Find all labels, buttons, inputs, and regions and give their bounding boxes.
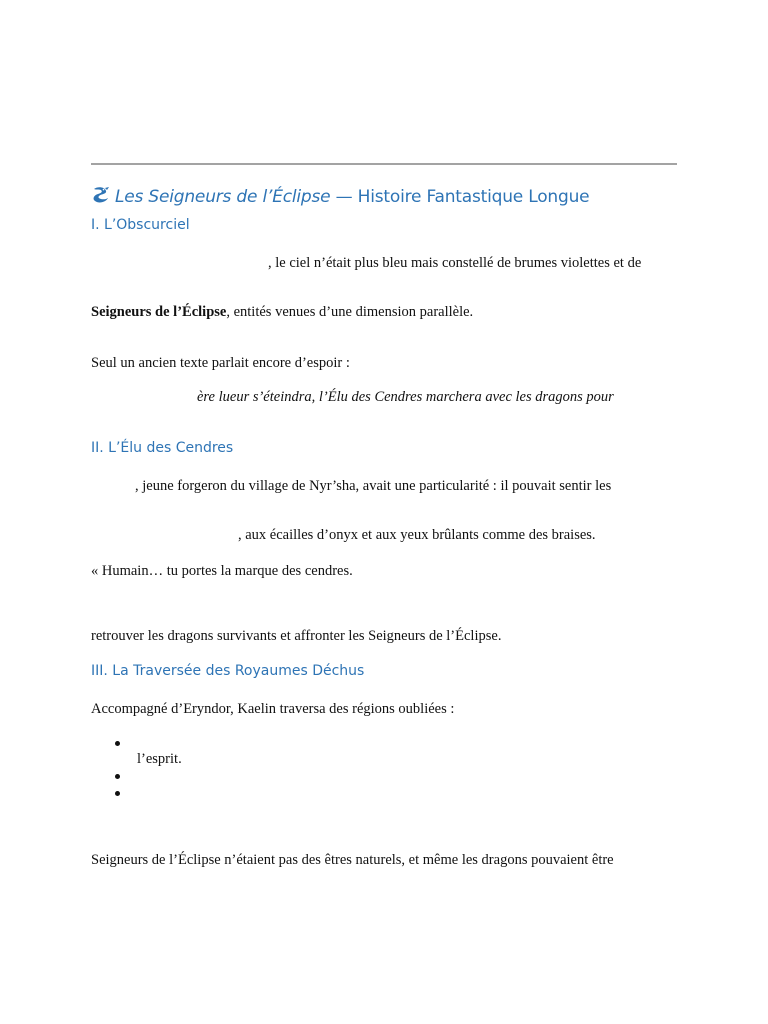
section-heading-1: I. L’Obscurciel [91, 217, 190, 233]
list-bullet [115, 774, 120, 779]
document-title [91, 186, 589, 207]
section-heading-2: II. L’Élu des Cendres [91, 440, 234, 456]
section-heading-3: III. La Traversée des Royaumes Déchus [91, 663, 365, 679]
paragraph-line: , jeune forgeron du village de Nyr’sha, avait une particularité : il pouvait sentir les [135, 478, 612, 494]
paragraph-line: Accompagné d’Eryndor, Kaelin traversa des régions oubliées : [91, 701, 455, 717]
paragraph-line: Seigneurs de l’Éclipse n’étaient pas des êtres naturels, et même les dragons pouvaient être [91, 852, 614, 868]
dialogue-line: « Humain… tu portes la marque des cendres. [91, 563, 353, 579]
list-bullet [115, 791, 120, 796]
prophecy-quote: ère lueur s’éteindra, l’Élu des Cendres marchera avec les dragons pour [197, 389, 614, 405]
horizontal-rule [91, 163, 677, 165]
list-bullet [115, 741, 120, 746]
paragraph-line: , aux écailles d’onyx et aux yeux brûlants comme des braises. [238, 527, 596, 543]
title-italic-part: Les Seigneurs de l’Éclipse [115, 187, 331, 207]
paragraph-line: , le ciel n’était plus bleu mais constellé de brumes violettes et de [268, 255, 642, 271]
dragon-icon [91, 186, 111, 204]
list-item-continuation: l’esprit. [137, 751, 182, 767]
bold-term: Seigneurs de l’Éclipse [91, 304, 227, 320]
paragraph-line [91, 303, 473, 321]
paragraph-line: retrouver les dragons survivants et affronter les Seigneurs de l’Éclipse. [91, 628, 502, 644]
paragraph-text: , entités venues d’une dimension parallèle. [226, 304, 474, 320]
title-rest: — Histoire Fantastique Longue [330, 187, 590, 207]
paragraph-line: Seul un ancien texte parlait encore d’espoir : [91, 355, 350, 371]
